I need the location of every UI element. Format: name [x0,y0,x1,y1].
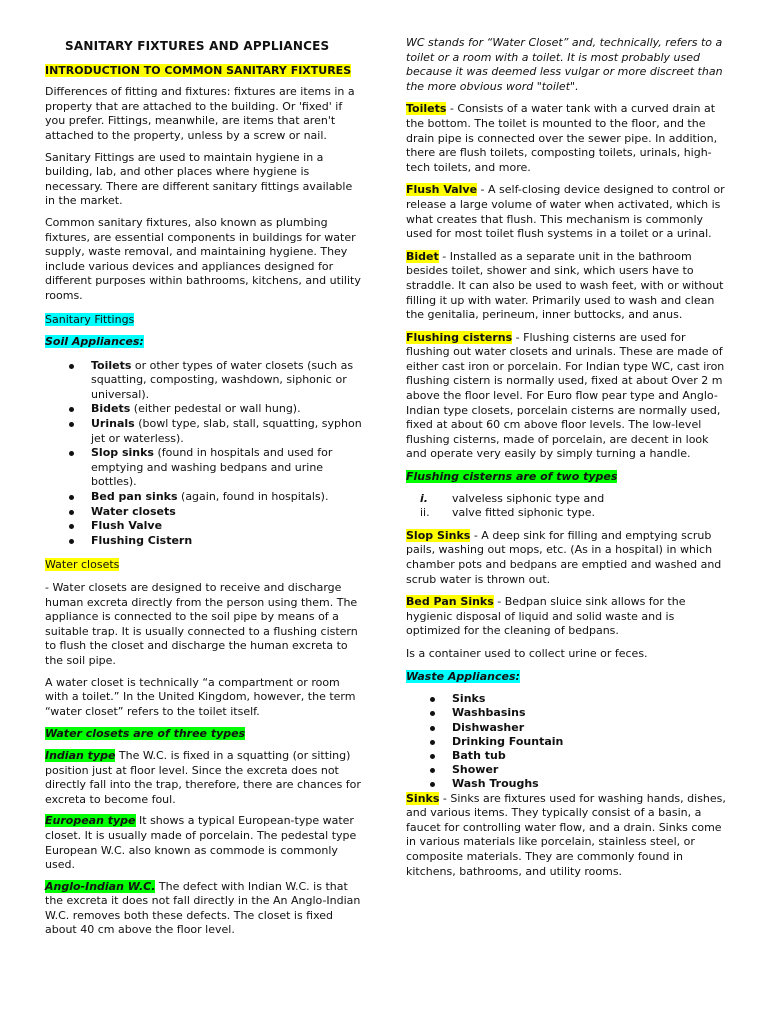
water-closets-heading-wrap [45,558,365,573]
list-item: Sinks [406,692,728,706]
bullet-icon [69,510,74,515]
waste-appliances-heading: Waste Appliances: [406,669,520,683]
right-column [406,0,728,879]
three-types-heading-wrap [45,727,365,742]
list-item: Dishwasher [406,721,728,735]
list-item: Shower [406,763,728,777]
two-types-heading-wrap [406,470,728,485]
list-item: Bidets (either pedestal or wall hung). [45,402,365,417]
list-item: Slop sinks (found in hospitals and used for emptying and washing bedpans and urine bottles). [45,446,365,490]
paragraph-sanitary-fittings: Sanitary Fittings are used to maintain hygiene in a building, lab, and other places where hygiene is necessary. There are different sanitary fittings available in the market. [45,150,353,208]
two-types-heading: Flushing cisterns are of two types [406,470,618,484]
soil-appliances-list [45,359,365,549]
waste-appliances-list [406,692,728,791]
water-closets-heading: Water closets [45,558,120,572]
bidet-label: Bidet [406,249,439,263]
sanitary-fittings-heading-wrap [45,313,365,328]
list-item: Bath tub [406,749,728,763]
list-item: ii. valve fitted siphonic type. [420,506,595,520]
bullet-icon [69,407,74,412]
list-item: Flushing Cistern [45,534,365,549]
soil-appliances-heading: Soil Appliances: [45,335,144,349]
paragraph-toilets: Toilets - Consists of a water tank with a curved drain at the bottom. The toilet is mounted to the floor, and the drain pipe is connected over the sewer pipe. In addition, there are flush toilets, composting toilets, urinals, high-tech toilets, and more. [406,102,718,174]
bullet-icon [69,451,74,456]
sanitary-fittings-heading: Sanitary Fittings [45,312,135,326]
paragraph-anglo-indian: Anglo-Indian W.C. The defect with Indian W.C. is that the excreta it does not fall directly in the An Anglo-Indian W.C. removes both these defects. The closet is fixed about 40 cm above the floor level. [45,879,361,937]
bullet-icon [430,726,435,731]
list-item: Flush Valve [45,519,365,534]
bullet-icon [430,740,435,745]
bullet-icon [430,711,435,716]
paragraph-bed-pan-sinks: Bed Pan Sinks - Bedpan sluice sink allows for the hygienic disposal of liquid and solid waste and is optimized for the cleaning of bedpans. [406,595,686,638]
paragraph-european-type: European type It shows a typical European-type water closet. It is usually made of porcelain. The pedestal type European W.C. also known as commode is commonly used. [45,814,357,872]
list-item: Wash Troughs [406,777,728,791]
bullet-icon [69,539,74,544]
bullet-icon [69,524,74,529]
list-item: Urinals (bowl type, slab, stall, squatting, syphon jet or waterless). [45,417,365,446]
page-title: SANITARY FIXTURES AND APPLIANCES [65,39,330,53]
bullet-icon [430,768,435,773]
three-types-heading: Water closets are of three types [45,727,246,741]
flush-valve-label: Flush Valve [406,183,478,197]
bullet-icon [430,754,435,759]
paragraph-slop-sinks: Slop Sinks - A deep sink for filling and emptying scrub pails, washing out mops, etc. (As in a hospital) in which chamber pots and bedpans are emptied and washed and scrub water is thrown out. [406,528,722,586]
paragraph-flush-valve: Flush Valve - A self-closing device designed to control or release a large volume of water when activated, which is what creates that flush. This mechanism is commonly used for most toilet flush systems in a toilet or a urinal. [406,183,725,241]
anglo-indian-label: Anglo-Indian W.C. [45,879,156,893]
list-item: i. valveless siphonic type and [420,491,605,505]
waste-appliances-heading-wrap [406,670,728,685]
bullet-icon [69,495,74,500]
bullet-icon [430,697,435,702]
bullet-icon [69,364,74,369]
soil-appliances-heading-wrap [45,335,365,350]
wc-note: WC stands for “Water Closet” and, technically, refers to a toilet or a room with a toilet. It is most probably used because it was deemed less vulgar or more discreet than the more obvious word "toilet". [406,36,723,93]
paragraph-bidet: Bidet - Installed as a separate unit in the bathroom besides toilet, shower and sink, which users have to straddle. It can also be used to wash feet, with or without filling it up with water. Primarily used to wash and clean the genitalia, perineum, inner buttocks, and anus. [406,249,724,322]
paragraph-water-closets: - Water closets are designed to receive and discharge human excreta directly from the person using them. The appliance is connected to the soil pipe by means of a suitable trap. It is usually connected to a flushing cistern to flush the closet and discharge the human excreta to the soil pipe. [45,581,358,667]
paragraph-common-fixtures: Common sanitary fixtures, also known as plumbing fixtures, are essential components in buildings for water supply, waste removal, and maintaining hygiene. They include various devices and appliances designed for different purposes within bathrooms, kitchens, and utility rooms. [45,215,361,302]
bed-pan-sinks-label: Bed Pan Sinks [406,595,494,609]
left-column [45,0,365,938]
paragraph-fittings-fixtures: Differences of fitting and fixtures: fixtures are items in a property that are attached to the building. Or 'fixed' if you prefer. Fittings, meanwhile, are items that aren't attached to the property, unless by a screw or nail. [45,85,355,142]
paragraph-flushing-cisterns: Flushing cisterns - Flushing cisterns are used for flushing out water closets and urinals. These are made of either cast iron or porcelain. For Indian type WC, cast iron flushing cistern is normally used, fixed at about Over 2 m above the floor level. For Euro flow pear type and Anglo-Indian type closets, porcelain cisterns are normally used, fixed at about 60 cm above floor levels. The low-level flushing cisterns, made of porcelain, are decent in look and operate very easily by simply turning a handle. [406,330,725,461]
european-type-label: European type [45,814,136,828]
list-item: Toilets or other types of water closets (such as squatting, composting, washdown, siphonic or universal). [45,359,365,403]
indian-type-label: Indian type [45,748,116,762]
list-item: Water closets [45,505,365,520]
list-item: Drinking Fountain [406,735,728,749]
cistern-types-list [406,492,728,521]
paragraph-container: Is a container used to collect urine or feces. [406,646,648,660]
intro-heading-wrap [45,64,365,79]
slop-sinks-label: Slop Sinks [406,528,471,542]
toilets-label: Toilets [406,102,447,116]
paragraph-sinks: Sinks - Sinks are fixtures used for washing hands, dishes, and various items. They typically consist of a basin, a faucet for controlling water flow, and a drain. Sinks come in various materials like porcelain, stainless steel, or composite materials. They are commonly found in kitchens, bathrooms, and utility rooms. [406,791,726,878]
paragraph-water-closet-definition: A water closet is technically “a compartment or room with a toilet.” In the United Kingdom, however, the term “water closet” refers to the toilet itself. [45,675,356,718]
list-item: Washbasins [406,706,728,720]
flushing-cisterns-label: Flushing cisterns [406,330,513,344]
bullet-icon [430,782,435,787]
list-item: Bed pan sinks (again, found in hospitals). [45,490,365,505]
sinks-label: Sinks [406,791,440,805]
paragraph-indian-type: Indian type The W.C. is fixed in a squatting (or sitting) position just at floor level. Since the excreta does not directly fall into the trap, therefore, there are chances for excreta to become foul. [45,748,361,806]
intro-heading: INTRODUCTION TO COMMON SANITARY FIXTURES [45,63,352,77]
bullet-icon [69,422,74,427]
